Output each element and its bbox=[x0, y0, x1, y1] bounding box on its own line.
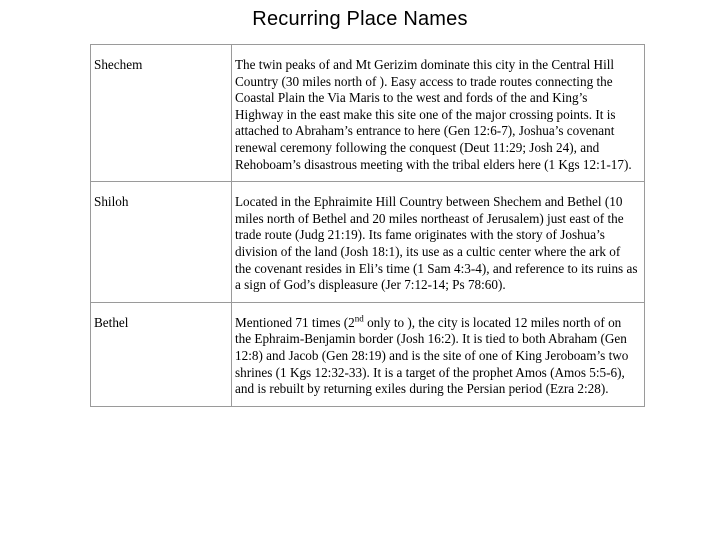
place-names-table bbox=[90, 44, 645, 407]
table-row bbox=[91, 182, 645, 303]
ordinal-superscript: nd bbox=[354, 313, 364, 324]
place-name-cell: Shiloh bbox=[91, 182, 232, 303]
place-description-cell bbox=[232, 302, 645, 406]
place-description-cell: The twin peaks of and Mt Gerizim dominate this city in the Central Hill Country (30 miles north of ). Easy access to trade routes connecting the Coastal Plain the Via Maris to the west and fords of the and King’s Highway in the east make this site one of the major crossing points. It is attached to Abraham’s entrance to here (Gen 12:6-7), Joshua’s covenant renewal ceremony following the conquest (Deut 11:29; Josh 24), and Rehoboam’s disastrous meeting with the tribal elders here (1 Kgs 12:1-17). bbox=[232, 45, 645, 182]
description-text: only to ), the city is located 12 miles north of on the Ephraim-Benjamin border (Josh 16:2). It is tied to both Abraham (Gen 12:8) and Jacob (Gen 28:19) and is the site of one of King Jeroboam’s two shrines (1 Kgs 12:32-33). It is a target of the prophet Amos (Amos 5:5-6), and is rebuilt by returning exiles during the Persian period (Ezra 2:28). bbox=[235, 314, 629, 397]
slide-title: Recurring Place Names bbox=[252, 8, 468, 30]
place-description-cell: Located in the Ephraimite Hill Country between Shechem and Bethel (10 miles north of Bethel and 20 miles northeast of Jerusalem) just east of the trade route (Judg 21:19). Its fame originates with the story of Joshua’s division of the land (Josh 18:1), its use as a cultic center where the ark of the covenant resides in Eli’s time (1 Sam 4:3-4), and reference to its ruins as a sign of God’s displeasure (Jer 7:12-14; Ps 78:60). bbox=[232, 182, 645, 303]
place-name-cell: Shechem bbox=[91, 45, 232, 182]
place-name-cell: Bethel bbox=[91, 302, 232, 406]
description-text: Mentioned 71 times (2 bbox=[235, 314, 355, 330]
table-row bbox=[91, 302, 645, 406]
table-row bbox=[91, 45, 645, 182]
